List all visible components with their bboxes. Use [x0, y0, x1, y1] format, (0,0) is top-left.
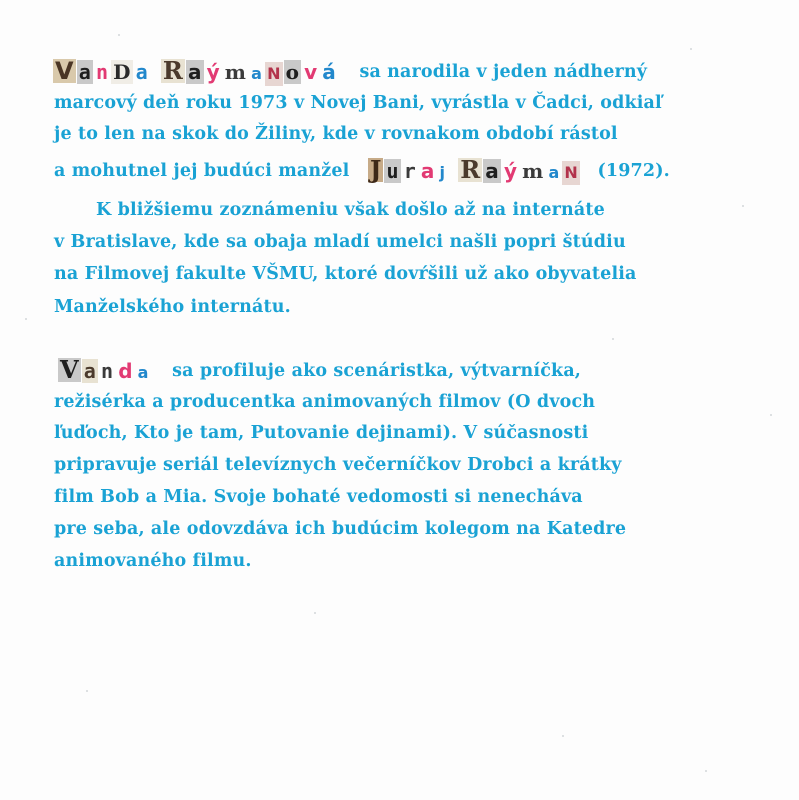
- name-letter: v: [304, 60, 318, 84]
- name-letter: ý: [503, 159, 518, 183]
- name-letter: a: [83, 359, 96, 383]
- name-letter: m: [224, 60, 247, 84]
- speck: [742, 205, 744, 207]
- paragraph-1-line-2: marcový deň roku 1973 v Novej Bani, vyrástla v Čadci, odkiaľ: [54, 93, 662, 113]
- paragraph-1-line-8: Manželského internátu.: [54, 297, 291, 317]
- speck: [562, 735, 564, 737]
- name-letter: d: [118, 359, 133, 383]
- paragraph-1-line-4-text: a mohutnel jej budúci manžel: [54, 161, 350, 181]
- speck: [86, 690, 88, 692]
- speck: [118, 34, 120, 36]
- husband-birth-year: (1972).: [597, 161, 670, 181]
- name-letter: o: [285, 60, 300, 84]
- speck: [705, 770, 707, 772]
- paragraph-1-line-1: [53, 58, 647, 86]
- paragraph-1-line-1-text: sa narodila v jeden nádherný: [359, 62, 648, 82]
- name-letter: D: [113, 60, 131, 84]
- name-letter: u: [386, 159, 399, 183]
- name-letter: a: [485, 159, 499, 183]
- paragraph-1-line-6: v Bratislave, kde sa obaja mladí umelci našli popri štúdiu: [54, 232, 626, 252]
- name-vanda: [58, 355, 152, 384]
- paragraph-2-line-2: režisérka a producentka animovaných filmov (O dvoch: [54, 392, 596, 412]
- paragraph-2-line-1: [58, 357, 581, 385]
- name-letter: a: [251, 64, 263, 83]
- paragraph-1-line-7: na Filmovej fakulte VŠMU, ktoré dovŕšili už ako obyvatelia: [54, 264, 637, 284]
- name-letter: á: [322, 60, 336, 84]
- paragraph-1-line-5: K bližšiemu zoznámeniu však došlo až na internáte: [96, 200, 605, 220]
- name-juraj-rayman: [368, 155, 581, 184]
- name-letter: n: [100, 359, 114, 383]
- name-vanda-raymanova: [53, 56, 339, 85]
- name-letter: a: [187, 60, 202, 84]
- paragraph-2-line-7: animovaného filmu.: [54, 551, 252, 571]
- paragraph-2-line-4: pripravuje seriál televíznych večerníčkov Drobci a krátky: [54, 455, 622, 475]
- name-letter: N: [562, 161, 580, 185]
- name-letter: a: [420, 159, 435, 183]
- name-letter: N: [265, 62, 283, 86]
- speck: [612, 338, 614, 340]
- speck: [25, 318, 27, 320]
- paragraph-2-line-5: film Bob a Mia. Svoje bohaté vedomosti si nenecháva: [54, 487, 583, 507]
- name-letter: V: [60, 355, 79, 384]
- name-letter: r: [403, 159, 416, 183]
- name-letter: R: [460, 155, 481, 184]
- name-letter: ý: [206, 60, 220, 84]
- name-letter: m: [522, 159, 544, 183]
- speck: [770, 414, 772, 416]
- speck: [690, 48, 692, 50]
- speck: [314, 612, 316, 614]
- name-letter: a: [137, 363, 149, 382]
- name-letter: J: [369, 155, 382, 184]
- paragraph-1-line-3: je to len na skok do Žiliny, kde v rovnakom období rástol: [54, 124, 618, 144]
- name-letter: R: [162, 56, 183, 85]
- paragraph-2-line-6: pre seba, ale odovzdáva ich budúcim kolegom na Katedre: [54, 519, 627, 539]
- name-letter: V: [55, 57, 74, 85]
- name-letter: n: [95, 60, 109, 84]
- paragraph-2-line-1-text: sa profiluje ako scenáristka, výtvarníčka,: [172, 361, 582, 381]
- name-letter: a: [548, 163, 560, 182]
- name-letter: j: [439, 163, 446, 182]
- paragraph-1-line-4: [54, 157, 670, 185]
- paragraph-2-line-3: ľuďoch, Kto je tam, Putovanie dejinami). V súčasnosti: [54, 423, 589, 443]
- name-letter: a: [78, 60, 91, 84]
- name-letter: a: [135, 60, 148, 84]
